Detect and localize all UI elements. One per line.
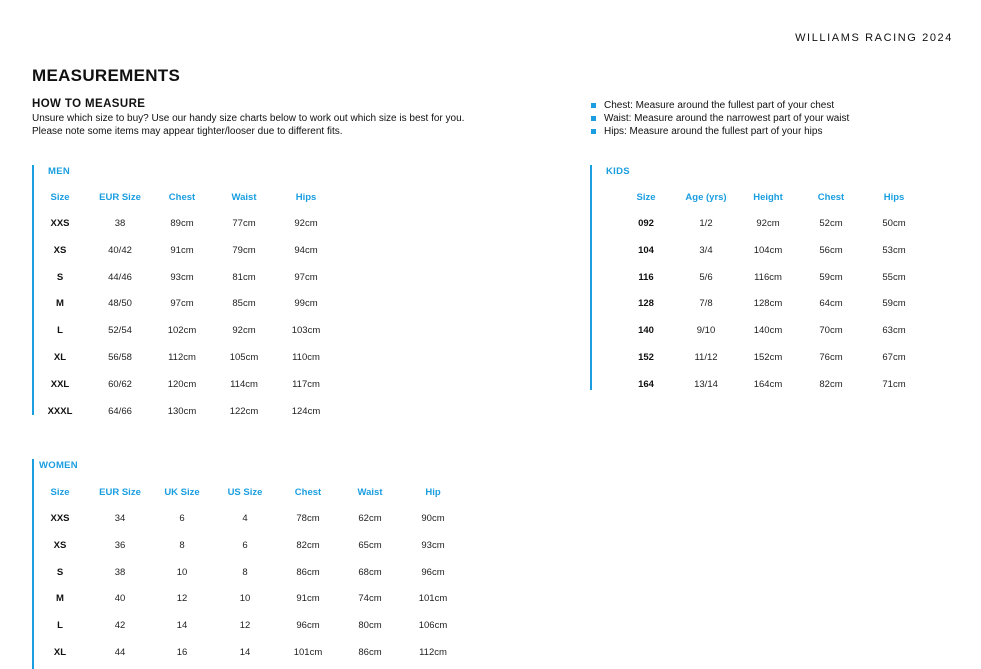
how-to-measure <box>32 98 464 138</box>
table-cell: 93cm <box>170 272 194 283</box>
table-cell: 70cm <box>819 325 843 336</box>
size-cell: XXS <box>50 218 70 229</box>
table-cell: 64/66 <box>108 406 132 417</box>
table-cell: 112cm <box>168 352 196 363</box>
table-cell: 10 <box>176 567 188 578</box>
section-label: MEN <box>48 166 71 177</box>
table-cell: 91cm <box>170 245 194 256</box>
table-cell: 10 <box>239 593 251 604</box>
table-cell: 9/10 <box>696 325 716 336</box>
table-cell: 112cm <box>419 647 447 658</box>
tip-text: Waist: Measure around the narrowest part of your waist <box>604 113 850 124</box>
size-cell: XL <box>53 352 67 363</box>
men-size-table <box>32 165 412 415</box>
table-cell: 97cm <box>294 272 318 283</box>
size-cell: L <box>57 325 63 336</box>
table-cell: 56/58 <box>108 352 132 363</box>
table-cell: 116cm <box>754 272 782 283</box>
table-cell: 65cm <box>358 540 382 551</box>
table-cell: 99cm <box>294 298 318 309</box>
column-header: Hip <box>425 487 441 498</box>
table-cell: 13/14 <box>694 379 718 390</box>
section-accent-bar <box>590 165 592 390</box>
table-cell: 52cm <box>819 218 843 229</box>
table-cell: 42 <box>114 620 126 631</box>
column-header: Size <box>636 192 656 203</box>
table-cell: 40 <box>114 593 126 604</box>
table-cell: 16 <box>176 647 188 658</box>
size-cell: 128 <box>638 298 654 309</box>
table-cell: 67cm <box>882 352 906 363</box>
kids-size-table <box>590 165 970 390</box>
table-cell: 120cm <box>167 379 197 390</box>
list-item <box>591 99 849 112</box>
table-cell: 82cm <box>296 540 320 551</box>
table-cell: 90cm <box>421 513 445 524</box>
table-cell: 117cm <box>292 379 320 390</box>
table-cell: 102cm <box>167 325 197 336</box>
column-header: Age (yrs) <box>685 192 727 203</box>
table-cell: 86cm <box>358 647 382 658</box>
column-header: Hips <box>883 192 905 203</box>
table-cell: 14 <box>176 620 188 631</box>
table-cell: 106cm <box>418 620 448 631</box>
table-cell: 38 <box>114 218 126 229</box>
table-cell: 124cm <box>291 406 321 417</box>
size-cell: XS <box>53 245 67 256</box>
column-header: Size <box>50 192 70 203</box>
table-cell: 92cm <box>294 218 318 229</box>
size-cell: M <box>56 298 64 309</box>
table-cell: 1/2 <box>699 218 713 229</box>
how-to-heading: HOW TO MEASURE <box>32 98 146 110</box>
tip-text: Chest: Measure around the fullest part of your chest <box>604 100 835 111</box>
table-cell: 7/8 <box>699 298 713 309</box>
table-cell: 110cm <box>292 352 320 363</box>
size-cell: M <box>56 593 64 604</box>
table-cell: 74cm <box>358 593 382 604</box>
table-cell: 36 <box>114 540 126 551</box>
table-cell: 96cm <box>296 620 320 631</box>
table-cell: 114cm <box>230 379 258 390</box>
size-cell: 152 <box>638 352 654 363</box>
bullet-icon <box>591 103 596 108</box>
table-cell: 64cm <box>819 298 843 309</box>
table-cell: 92cm <box>232 325 256 336</box>
table-cell: 4 <box>242 513 248 524</box>
brand-header: WILLIAMS RACING 2024 <box>795 32 953 44</box>
table-cell: 105cm <box>229 352 259 363</box>
table-cell: 59cm <box>819 272 843 283</box>
table-cell: 38 <box>114 567 126 578</box>
column-header: US Size <box>227 487 263 498</box>
size-cell: XL <box>53 647 67 658</box>
size-cell: 092 <box>638 218 654 229</box>
table-cell: 104cm <box>753 245 783 256</box>
size-cell: XXS <box>50 513 70 524</box>
page-title: MEASUREMENTS <box>32 66 181 85</box>
size-cell: XS <box>53 540 67 551</box>
table-cell: 6 <box>242 540 248 551</box>
table-cell: 140cm <box>753 325 783 336</box>
table-cell: 101cm <box>293 647 323 658</box>
table-cell: 63cm <box>882 325 906 336</box>
list-item <box>591 112 849 125</box>
section-label: WOMEN <box>39 460 78 471</box>
size-cell: 104 <box>638 245 654 256</box>
table-cell: 60/62 <box>108 379 132 390</box>
table-cell: 128cm <box>753 298 783 309</box>
table-cell: 93cm <box>421 540 445 551</box>
table-cell: 52/54 <box>108 325 132 336</box>
table-cell: 94cm <box>294 245 318 256</box>
table-cell: 40/42 <box>108 245 132 256</box>
table-cell: 6 <box>179 513 185 524</box>
table-cell: 96cm <box>421 567 445 578</box>
table-cell: 97cm <box>170 298 194 309</box>
table-cell: 79cm <box>232 245 256 256</box>
table-cell: 50cm <box>882 218 906 229</box>
table-cell: 80cm <box>358 620 382 631</box>
table-cell: 76cm <box>819 352 843 363</box>
column-header: Chest <box>817 192 845 203</box>
size-cell: S <box>56 272 64 283</box>
table-cell: 86cm <box>296 567 320 578</box>
table-cell: 8 <box>242 567 248 578</box>
table-cell: 71cm <box>882 379 906 390</box>
table-cell: 62cm <box>358 513 382 524</box>
column-header: EUR Size <box>99 192 141 203</box>
table-cell: 44 <box>114 647 126 658</box>
bullet-icon <box>591 116 596 121</box>
table-cell: 68cm <box>358 567 382 578</box>
tip-text: Hips: Measure around the fullest part of your hips <box>604 126 823 137</box>
table-cell: 122cm <box>229 406 259 417</box>
table-cell: 101cm <box>418 593 448 604</box>
table-cell: 5/6 <box>699 272 713 283</box>
table-cell: 152cm <box>753 352 783 363</box>
column-header: Size <box>50 487 70 498</box>
table-cell: 12 <box>239 620 251 631</box>
table-cell: 3/4 <box>699 245 713 256</box>
table-cell: 55cm <box>882 272 906 283</box>
how-to-text: Please note some items may appear tighter/looser due to different fits. <box>32 126 343 137</box>
table-cell: 82cm <box>819 379 843 390</box>
size-cell: S <box>56 567 64 578</box>
measure-tips-list <box>591 99 849 138</box>
column-header: Chest <box>168 192 196 203</box>
size-cell: 140 <box>638 325 654 336</box>
women-size-table <box>32 459 448 669</box>
section-label: KIDS <box>606 166 630 177</box>
column-header: Height <box>753 192 783 203</box>
table-cell: 103cm <box>291 325 321 336</box>
table-cell: 85cm <box>232 298 256 309</box>
size-cell: 116 <box>638 272 654 283</box>
column-header: Chest <box>294 487 322 498</box>
table-cell: 78cm <box>296 513 320 524</box>
table-cell: 92cm <box>756 218 780 229</box>
column-header: Waist <box>231 192 257 203</box>
how-to-text: Unsure which size to buy? Use our handy size charts below to work out which size is best for you. <box>32 113 465 124</box>
table-cell: 77cm <box>232 218 256 229</box>
column-header: Waist <box>357 487 383 498</box>
column-header: Hips <box>295 192 317 203</box>
table-cell: 53cm <box>882 245 906 256</box>
table-cell: 11/12 <box>694 352 718 363</box>
table-cell: 91cm <box>296 593 320 604</box>
list-item <box>591 125 849 138</box>
column-header: UK Size <box>164 487 200 498</box>
size-cell: XXL <box>50 379 70 390</box>
table-cell: 130cm <box>167 406 197 417</box>
table-cell: 81cm <box>232 272 256 283</box>
size-cell: XXXL <box>47 406 73 417</box>
size-cell: 164 <box>638 379 654 390</box>
table-cell: 89cm <box>170 218 194 229</box>
table-cell: 59cm <box>882 298 906 309</box>
table-cell: 164cm <box>753 379 783 390</box>
table-cell: 48/50 <box>108 298 132 309</box>
table-cell: 34 <box>114 513 126 524</box>
size-cell: L <box>57 620 63 631</box>
table-cell: 14 <box>239 647 251 658</box>
table-cell: 12 <box>176 593 188 604</box>
table-cell: 56cm <box>819 245 843 256</box>
table-cell: 44/46 <box>108 272 132 283</box>
bullet-icon <box>591 129 596 134</box>
table-cell: 8 <box>179 540 185 551</box>
column-header: EUR Size <box>99 487 141 498</box>
